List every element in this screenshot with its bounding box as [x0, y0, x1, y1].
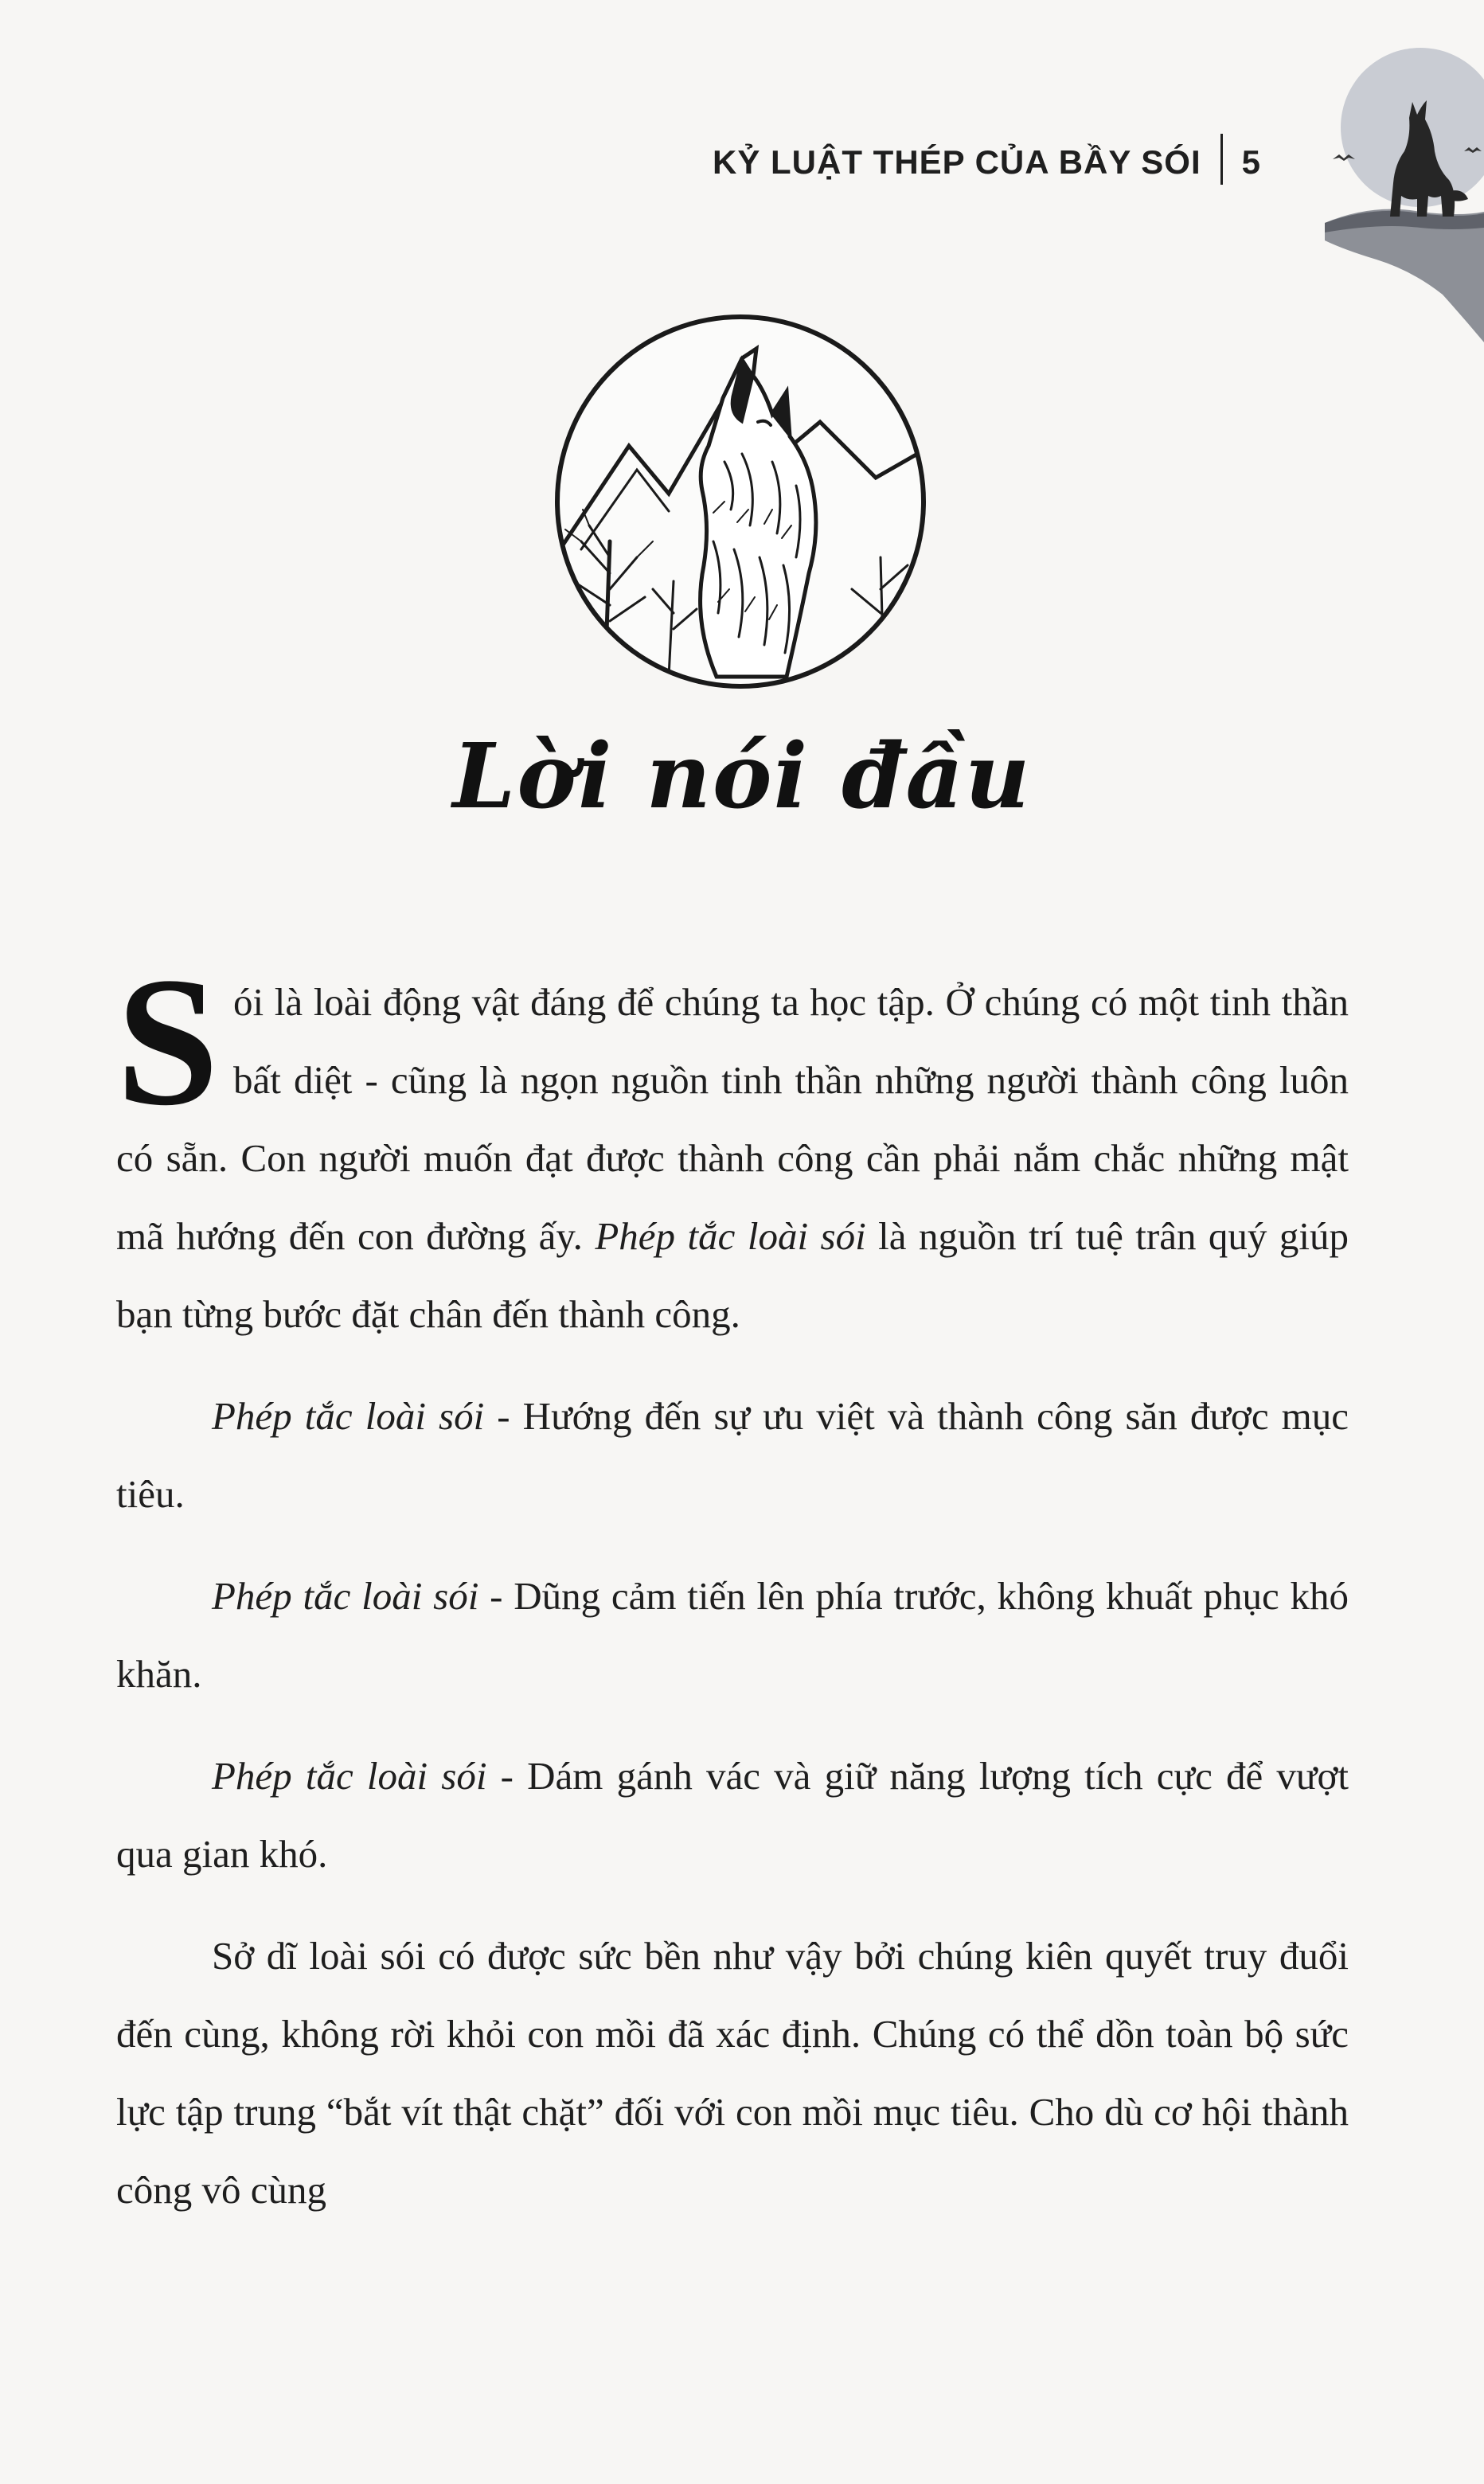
- paragraph-1-book-title: Phép tắc loài sói: [595, 1214, 866, 1258]
- page-number: 5: [1241, 143, 1261, 181]
- paragraph-1: [116, 939, 1349, 1353]
- book-title: KỶ LUẬT THÉP CỦA BẦY SÓI: [713, 143, 1201, 181]
- paragraph-3: [116, 1557, 1349, 1713]
- page-header: [0, 0, 1484, 334]
- paragraph-3-book-title: Phép tắc loài sói: [212, 1574, 479, 1618]
- drop-cap: S: [116, 939, 220, 1144]
- paragraph-5: [116, 1917, 1349, 2229]
- paragraph-1-text: ói là loài động vật đáng để chúng ta học tập. Ở chúng có một tinh thần bất diệt - cũng là ngọn nguồn tinh thần những người thành công luôn có sẵn. Con người muốn đạt được thành công cần phải nắm chắc những mật mã hướng đến con đường ấy.: [116, 980, 1349, 1258]
- running-header: [713, 134, 1261, 185]
- header-divider: [1220, 134, 1223, 185]
- paragraph-4-book-title: Phép tắc loài sói: [212, 1754, 487, 1798]
- howling-wolf-emblem-icon: [533, 303, 947, 701]
- howling-wolf-on-cliff-icon: [1301, 32, 1484, 342]
- paragraph-2-book-title: Phép tắc loài sói: [212, 1394, 485, 1438]
- paragraph-2-text: - Hướng đến sự ưu việt và thành công săn được mục tiêu.: [116, 1394, 1349, 1516]
- paragraph-1-tail: là nguồn trí tuệ trân quý giúp bạn từng bước đặt chân đến thành công.: [116, 1214, 1349, 1336]
- chapter-title: Lời nói đầu: [452, 724, 1032, 829]
- paragraph-2: [116, 1377, 1349, 1533]
- paragraph-3-text: - Dũng cảm tiến lên phía trước, không khuất phục khó khăn.: [116, 1574, 1349, 1696]
- paragraph-4: [116, 1737, 1349, 1893]
- body-text: [116, 939, 1349, 2253]
- paragraph-5-text: Sở dĩ loài sói có được sức bền như vậy bởi chúng kiên quyết truy đuổi đến cùng, không rời khỏi con mồi đã xác định. Chúng có thể dồn toàn bộ sức lực tập trung “bắt vít thật chặt” đối với con mồi mục tiêu. Cho dù cơ hội thành công vô cùng: [116, 1934, 1349, 2212]
- paragraph-4-text: - Dám gánh vác và giữ năng lượng tích cực để vượt qua gian khó.: [116, 1754, 1349, 1876]
